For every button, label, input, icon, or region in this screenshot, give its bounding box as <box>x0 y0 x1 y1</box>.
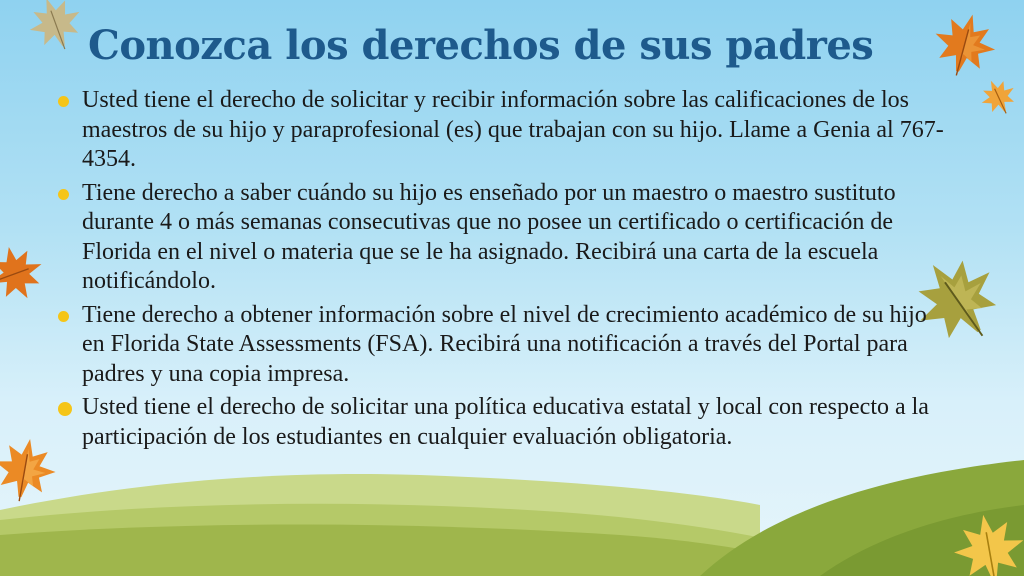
bullet-marker <box>58 96 69 107</box>
bullet-marker <box>58 311 69 322</box>
maple-leaf-icon <box>0 238 48 308</box>
bullet-list <box>58 86 948 456</box>
bullet-text: Tiene derecho a obtener información sobre el nivel de crecimiento académico de su hijo en Florida State Assessments (FSA). Recibirá una notificación a través del Portal para padres y una copia impresa. <box>82 301 927 387</box>
bullet-marker <box>58 189 69 200</box>
maple-leaf-icon <box>944 508 1024 576</box>
bullet-marker <box>58 402 72 416</box>
maple-leaf-icon <box>0 420 60 516</box>
bullet-item <box>58 393 948 452</box>
bullet-text: Usted tiene el derecho de solicitar y recibir información sobre las calificaciones de los maestros de su hijo y paraprofesional (es) que trabajan con su hijo. Llame a Genia al 767-4354. <box>82 87 944 172</box>
bullet-item <box>58 179 948 297</box>
bullet-text: Tiene derecho a saber cuándo su hijo es enseñado por un maestro o maestro sustituto durante 4 o más semanas consecutivas que no posee un certificado o certificación de Florida en el nivel o materia que se le ha asignado. Recibirá una carta de la escuela notificándolo. <box>82 179 896 294</box>
maple-leaf-icon <box>10 0 100 52</box>
bullet-text: Usted tiene el derecho de solicitar una política educativa estatal y local con respecto a la participación de los estudiantes en cualquier evaluación obligatoria. <box>82 394 929 450</box>
maple-leaf-icon <box>978 76 1018 116</box>
bullet-item <box>58 86 948 175</box>
slide-title: Conozca los derechos de sus padres <box>88 22 874 69</box>
maple-leaf-icon <box>930 8 1000 78</box>
bullet-item <box>58 301 948 390</box>
